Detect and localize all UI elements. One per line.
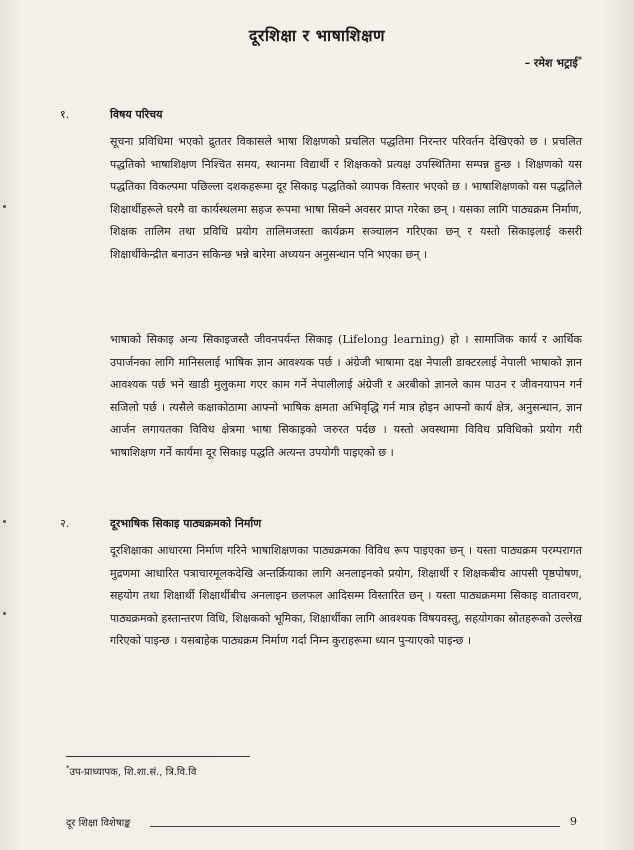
footnote-text: उप-प्राध्यापक, शि.शा.सं., त्रि.वि.वि xyxy=(69,767,197,778)
section-heading: दूरभाषिक सिकाइ पाठ्यक्रमको निर्माण xyxy=(110,517,262,530)
paragraph: भाषाको सिकाइ अन्य सिकाइजस्तै जीवनपर्यन्त सिकाइ (Lifelong learning) हो । सामाजिक कार्य र आर्थिक उपार्जनका लागि मानिसलाई भाषिक ज्ञान आवश्यक पर्छ । अंग्रेजी भाषामा दक्ष नेपाली डाक्टरलाई नेपाली भाषाको ज्ञान आवश्यक पर्छ भने खाडी मुलुकमा गएर काम गर्ने नेपालीलाई अंग्रेजी र अरबीको ज्ञानले काम पाउन र जीवनयापन गर्न सजिलो पर्छ । त्यसैले कक्षाकोठामा आफ्नो भाषिक क्षमता अभिवृद्धि गर्न मात्र होइन आफ्नो कार्य क्षेत्र, अनुसन्धान, ज्ञान आर्जन लगायतका विविध क्षेत्रमा भाषा सिकाइको जरुरत पर्दछ । यस्तो अवस्थामा विविध प्रविधिको प्रयोग गरी भाषाशिक्षण गर्ने कार्यमा दूर सिकाइ पद्धति अत्यन्त उपयोगी पाइएको छ । xyxy=(110,333,582,459)
section-number: २. xyxy=(60,517,70,530)
punch-mark xyxy=(3,205,6,208)
punch-mark xyxy=(3,520,6,523)
running-footer-title: दूर शिक्षा विशेषाङ्क xyxy=(66,818,131,829)
punch-mark xyxy=(3,612,6,615)
section-heading: विषय परिचय xyxy=(110,108,163,121)
author-name: – रमेश भट्राई xyxy=(524,56,578,70)
section-number: १. xyxy=(60,108,70,121)
footnote-divider xyxy=(66,756,250,757)
footnote xyxy=(66,764,196,778)
page-number: 9 xyxy=(570,815,577,828)
author-footnote-mark: * xyxy=(577,54,582,64)
footnote-mark: * xyxy=(66,764,70,773)
footer-rule xyxy=(150,826,560,827)
article-title: दूरशिक्षा र भाषाशिक्षण xyxy=(248,26,386,45)
paragraph: सूचना प्रविधिमा भएको द्रुततर विकासले भाषा शिक्षणको प्रचलित पद्धतिमा निरन्तर परिवर्तन देखिएको छ । प्रचलित पद्धतिको भाषाशिक्षण निश्चित समय, स्थानमा विद्यार्थी र शिक्षकको प्रत्यक्ष उपस्थितिमा सम्पन्न हुन्छ । शिक्षणको यस पद्धतिका विकल्पमा पछिल्ला दशकहरूमा दूर सिकाइ पद्धतिको व्यापक विस्तार भएको छ । भाषाशिक्षणको यस पद्धतिले शिक्षार्थीहरूले घरमै वा कार्यस्थलमा सहज रूपमा भाषा सिक्ने अवसर प्राप्त गरेका छन् । यसका लागि पाठ्यक्रम निर्माण, शिक्षक तालिम तथा प्रविधि प्रयोग तालिमजस्ता कार्यक्रम सञ्चालन गरिएका छन् र यस्तो सिकाइलाई कसरी शिक्षार्थीकेन्द्रीत बनाउन सकिन्छ भन्ने बारेमा अध्ययन अनुसन्धान पनि भएका छन् । xyxy=(110,135,582,261)
article-author xyxy=(525,54,582,71)
paragraph: दूरशिक्षाका आधारमा निर्माण गरिने भाषाशिक्षणका पाठ्यक्रमका विविध रूप पाइएका छन् । यस्ता पाठ्यक्रम परम्परागत मुद्रणमा आधारित पत्राचारमूलकदेखि अन्तर्क्रियाका लागि अनलाइनको प्रयोग, शिक्षार्थी र शिक्षकबीच आपसी पृष्ठपोषण, सहयोग तथा शिक्षार्थी शिक्षार्थीबीच अनलाइन छलफल आदिसम्म विस्तारित छन् । यस्ता पाठ्यक्रममा सिकाइ वातावरण, पाठ्यक्रमको हस्तान्तरण विधि, शिक्षकको भूमिका, शिक्षार्थीका लागि आवश्यक विषयवस्तु, सहयोगका स्रोतहरूको उल्लेख गरिएको पाइन्छ । यसबाहेक पाठ्यक्रम निर्माण गर्दा निम्न कुराहरूमा ध्यान पुऱ्याएको पाइन्छ । xyxy=(110,544,582,647)
